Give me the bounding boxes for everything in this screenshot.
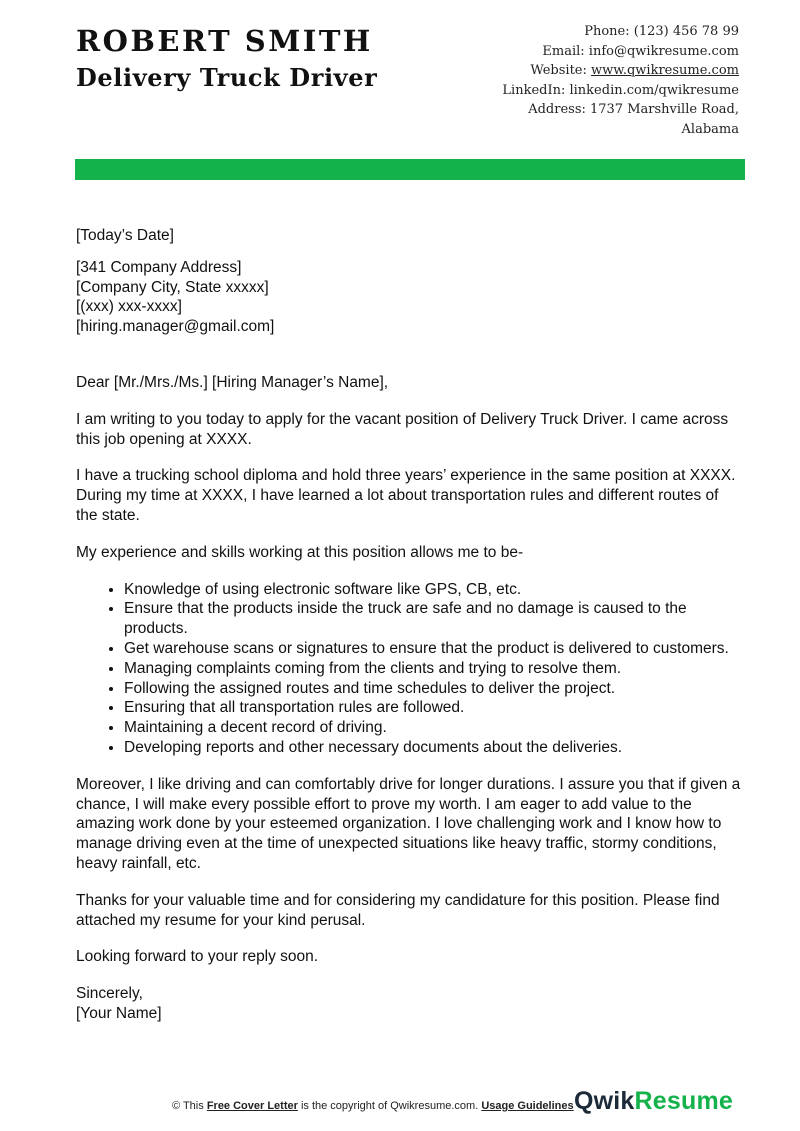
contact-block — [439, 22, 739, 139]
recipient-line: [hiring.manager@gmail.com] — [76, 318, 275, 336]
list-item: • Developing reports and other necessary documents about the deliveries. — [124, 738, 744, 758]
applicant-name: ROBERT SMITH — [76, 24, 373, 58]
paragraph-intro: I am writing to you today to apply for the vacant position of Delivery Truck Driver. I came across this job opening at XXXX. — [76, 410, 729, 448]
usage-guidelines-link[interactable]: Usage Guidelines — [481, 1100, 574, 1112]
list-item: • Ensure that the products inside the truck are safe and no damage is caused to the products. — [124, 599, 744, 639]
job-title: Delivery Truck Driver — [76, 63, 378, 92]
contact-phone: Phone: (123) 456 78 99 — [584, 24, 739, 39]
list-item: • Maintaining a decent record of driving. — [124, 718, 744, 738]
skills-list — [76, 580, 744, 758]
paragraph-experience: I have a trucking school diploma and hold three years’ experience in the same position at XXXX. During my time at XXXX, I have learned a lot about transportation rules and different routes of the state. — [76, 467, 736, 524]
signature-name: [Your Name] — [76, 1004, 162, 1022]
recipient-line: [341 Company Address] — [76, 258, 242, 276]
list-item: • Get warehouse scans or signatures to ensure that the product is delivered to customers. — [124, 639, 744, 659]
free-cover-letter-link[interactable]: Free Cover Letter — [206, 1100, 298, 1112]
logo-part-qwik: Qwik — [573, 1087, 635, 1115]
logo-part-resume: Resume — [634, 1087, 733, 1115]
paragraph-skills-intro: My experience and skills working at this position allows me to be- — [76, 543, 524, 561]
recipient-address — [76, 258, 744, 337]
list-item: • Knowledge of using electronic software like GPS, CB, etc. — [124, 580, 744, 600]
recipient-line: [(xxx) xxx-xxxx] — [76, 298, 182, 316]
copyright-middle: is the copyright of Qwikresume.com. — [297, 1100, 482, 1112]
contact-website — [439, 61, 739, 81]
copyright-prefix: © This — [172, 1100, 207, 1112]
signature-block — [76, 984, 744, 1024]
contact-linkedin: LinkedIn: linkedin.com/qwikresume — [502, 82, 739, 98]
list-item: • Ensuring that all transportation rules are followed. — [124, 698, 744, 718]
qwikresume-logo — [574, 1087, 733, 1116]
contact-address-line2: Alabama — [681, 121, 739, 137]
list-item: • Managing complaints coming from the clients and trying to resolve them. — [124, 659, 744, 679]
list-item: • Following the assigned routes and time schedules to deliver the project. — [124, 679, 744, 699]
contact-email: Email: info@qwikresume.com — [542, 43, 739, 59]
contact-website-label: Website: — [530, 63, 591, 78]
paragraph-motivation: Moreover, I like driving and can comfortably drive for longer durations. I assure you that if given a chance, I will make every possible effort to prove my worth. I am eager to add value to the amazing work done by your esteemed organization. I love challenging work and I know how to manage driving even at the time of unexpected situations like heavy traffic, stormy conditions, heavy rainfall, etc. — [76, 775, 741, 872]
accent-divider-bar — [75, 159, 745, 180]
recipient-line: [Company City, State xxxxx] — [76, 278, 269, 296]
contact-website-link[interactable]: www.qwikresume.com — [591, 63, 739, 78]
paragraph-closing-note: Looking forward to your reply soon. — [76, 948, 319, 966]
contact-address-line1: Address: 1737 Marshville Road, — [528, 102, 739, 117]
letter-body — [76, 226, 744, 1041]
letter-date: [Today’s Date] — [76, 227, 174, 244]
copyright-note — [172, 1100, 574, 1112]
salutation: Dear [Mr./Mrs./Ms.] [Hiring Manager’s Name], — [76, 373, 389, 391]
closing: Sincerely, — [76, 985, 143, 1003]
paragraph-thanks: Thanks for your valuable time and for considering my candidature for this position. Please find attached my resume for your kind perusal. — [76, 891, 720, 929]
